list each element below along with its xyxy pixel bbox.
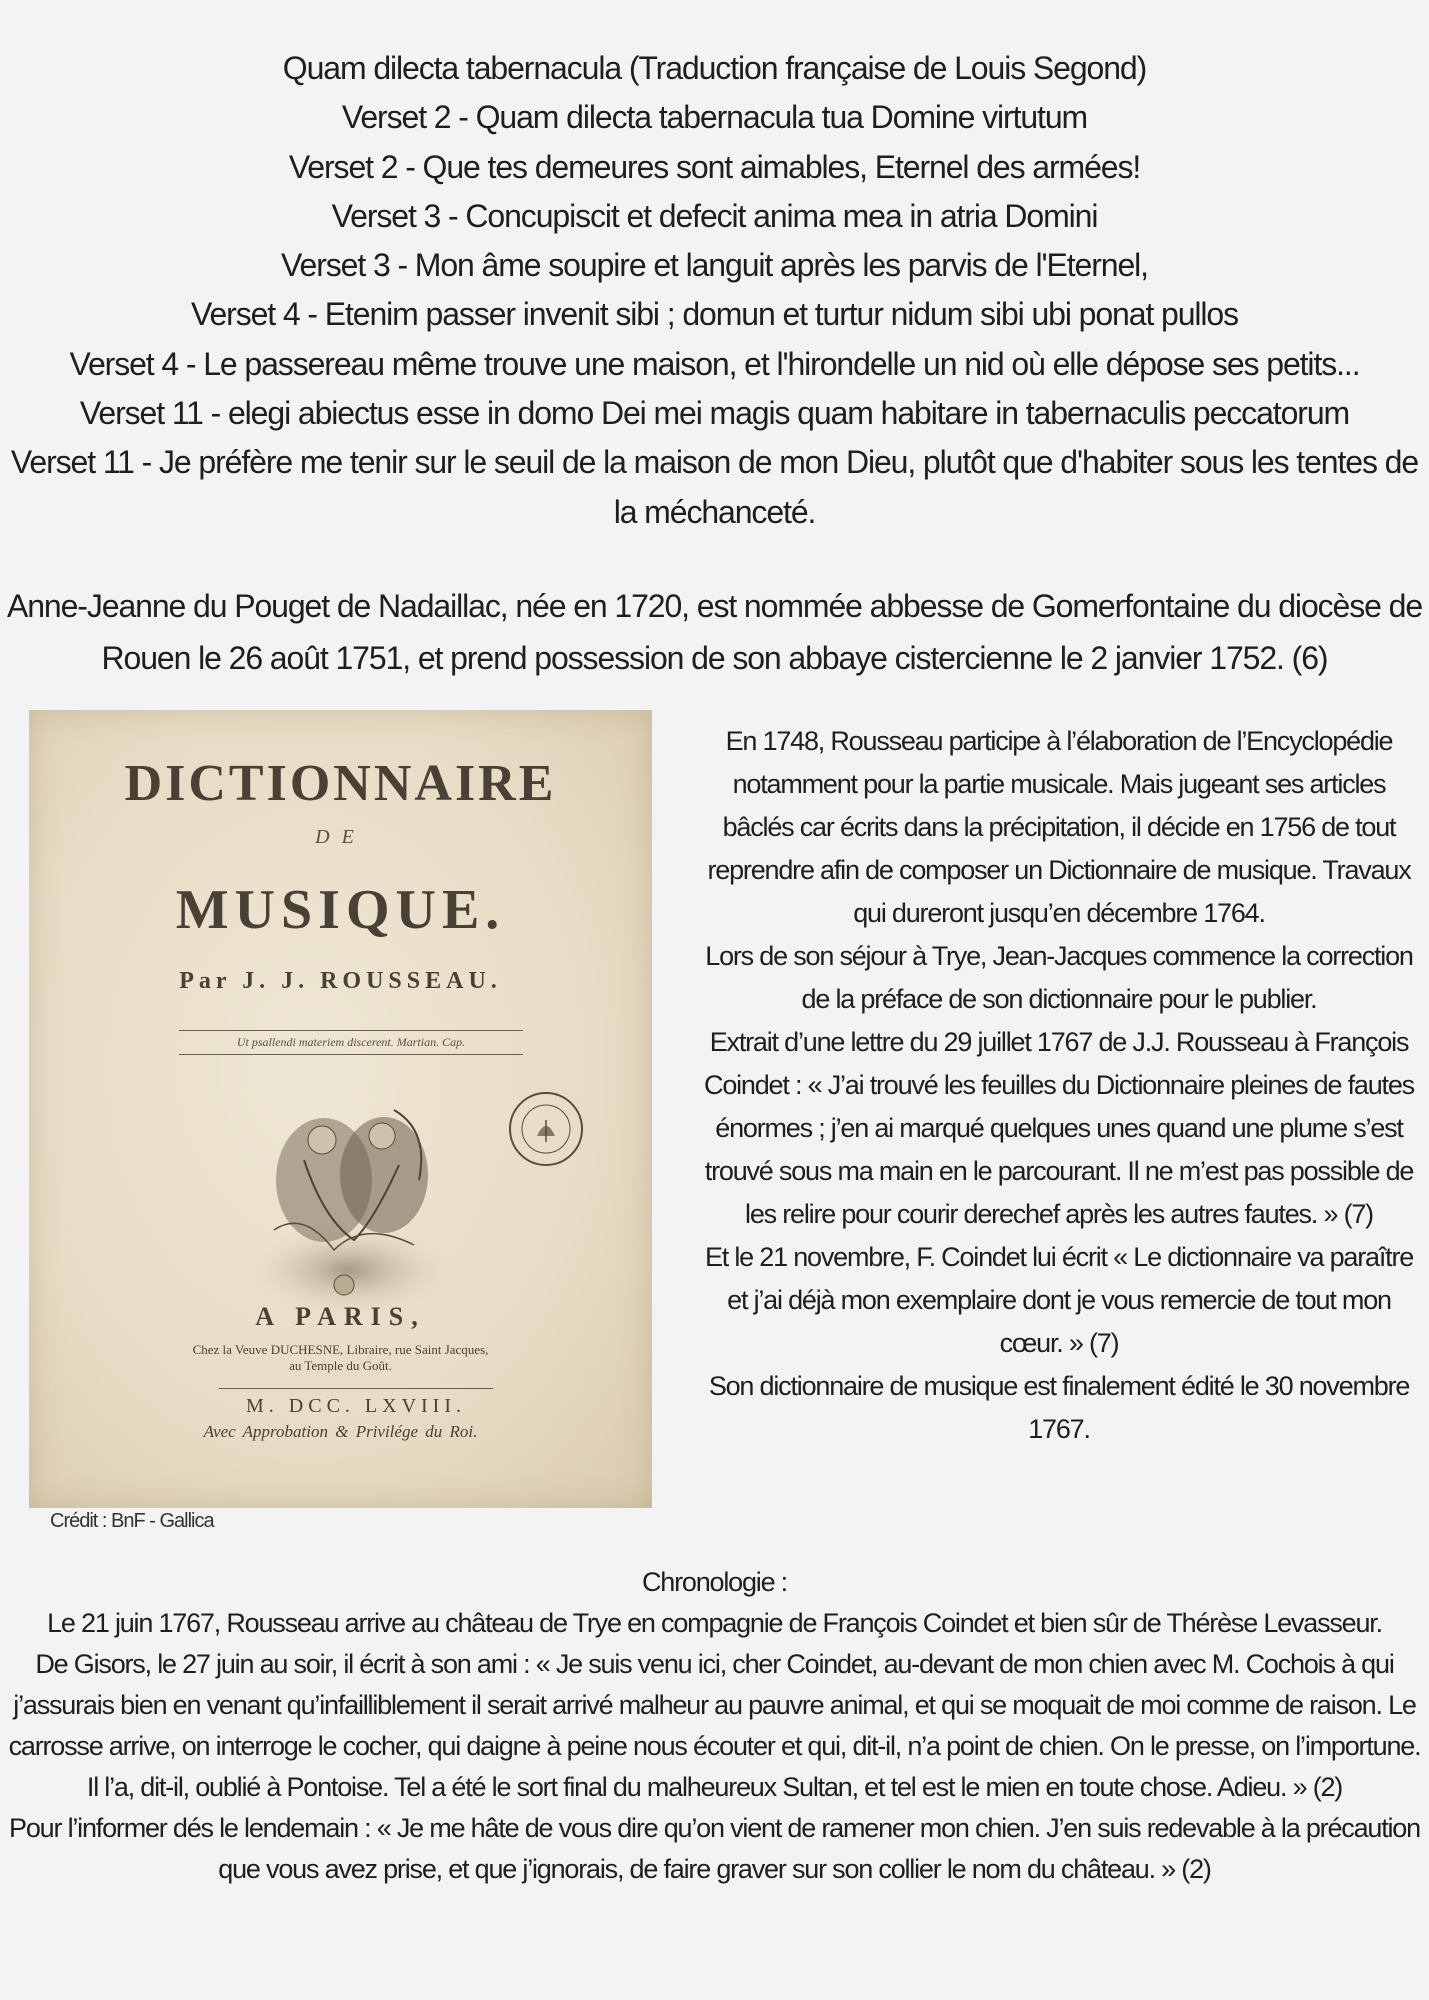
verse-line: Verset 4 - Le passereau même trouve une maison, et l'hirondelle un nid où elle dépose ses petits...	[69, 345, 1360, 382]
library-stamp	[507, 1090, 585, 1168]
paragraph: Et le 21 novembre, F. Coindet lui écrit « Le dictionnaire va paraître et j’ai déjà mon exemplaire dont je vous remercie de tout mon cœur. » (7)	[704, 1242, 1414, 1358]
engraving-vignette	[244, 1070, 454, 1320]
book-title-musique: MUSIQUE.	[175, 879, 506, 941]
verse-line: Verset 2 - Que tes demeures sont aimables, Eternel des armées!	[288, 148, 1141, 185]
paragraph: Pour l’informer dés le lendemain : « Je me hâte de vous dire qu’on vient de ramener mon chien. J’en suis redevable à la précaution que vous avez prise, et que j’ignorais, de faire graver sur son collier le nom du château. » (2)	[9, 1813, 1420, 1884]
book-author: Par J. J. ROUSSEAU.	[179, 968, 502, 994]
paragraph: Son dictionnaire de musique est finalement édité le 30 novembre 1767.	[708, 1371, 1410, 1444]
paragraph: De Gisors, le 27 juin au soir, il écrit à son ami : « Je suis venu ici, cher Coindet, au-devant de mon chien avec M. Cochois à qui j’assurais bien en venant qu’infailliblement il serait arrivé malheur au pauvre animal, et qui se moquait de moi comme de raison. Le carrosse arrive, on interroge le cocher, qui daigne à peine nous écouter et qui, dit-il, n’a point de chien. On le presse, on l’importune. Il l’a, dit-il, oublié à Pontoise. Tel a été le sort final du malheureux Sultan, et tel est le mien en toute chose. Adieu. » (2)	[8, 1649, 1421, 1802]
book-title-page-image	[29, 710, 652, 1508]
chronology-heading: Chronologie :	[641, 1567, 787, 1597]
verse-line: Verset 4 - Etenim passer invenit sibi ; domun et turtur nidum sibi ubi ponat pullos	[190, 296, 1239, 333]
paragraph: Lors de son séjour à Trye, Jean-Jacques commence la correction de la préface de son dictionnaire pour le publier.	[705, 941, 1413, 1014]
dictionary-text	[698, 720, 1420, 1451]
book-year: M. DCC. LXVIII.	[219, 1388, 493, 1418]
verse-line: Verset 3 - Concupiscit et defecit anima mea in atria Domini	[331, 197, 1098, 234]
book-publisher-line: Chez la Veuve DUCHESNE, Libraire, rue Saint Jacques,	[192, 1342, 489, 1357]
book-title: DICTIONNAIRE	[124, 755, 557, 812]
abbess-paragraph: Anne-Jeanne du Pouget de Nadaillac, née en 1720, est nommée abbesse de Gomerfontaine du diocèse de Rouen le 26 août 1751, et prend possession de son abbaye cistercienne le 2 janvier 1752. (6)	[6, 588, 1423, 676]
verse-line: Verset 11 - elegi abiectus esse in domo Dei mei magis quam habitare in tabernaculis peccatorum	[79, 395, 1350, 432]
chronology-section	[0, 1562, 1429, 1890]
book-publisher	[29, 1342, 652, 1374]
image-credit: Crédit : BnF - Gallica	[50, 1510, 214, 1532]
book-privilege: Avec Approbation & Privilége du Roi.	[203, 1422, 478, 1441]
psalm-verses	[0, 44, 1429, 537]
paragraph: En 1748, Rousseau participe à l’élaboration de l’Encyclopédie notamment pour la partie musicale. Mais jugeant ses articles bâclés car écrits dans la précipitation, il décide en 1756 de tout reprendre afin de composer un Dictionnaire de musique. Travaux qui dureront jusqu’en décembre 1764.	[707, 726, 1411, 928]
book-publisher-line: au Temple du Goût.	[289, 1358, 392, 1373]
book-epigraph: Ut psallendi materiem discerent. Martian. Cap.	[179, 1030, 523, 1055]
paragraph: Extrait d’une lettre du 29 juillet 1767 de J.J. Rousseau à François Coindet : « J’ai trouvé les feuilles du Dictionnaire pleines de fautes énormes ; j’en ai marqué quelques unes quand une plume s’est trouvé sous ma main en le parcourant. Il ne m’est pas possible de les relire pour courir derechef après les autres fautes. » (7)	[704, 1027, 1414, 1229]
verse-line: Verset 3 - Mon âme soupire et languit après les parvis de l'Eternel,	[281, 247, 1148, 284]
verse-line: Verset 11 - Je préfère me tenir sur le seuil de la maison de mon Dieu, plutôt que d'habiter sous les tentes de la méchanceté.	[10, 444, 1419, 530]
verse-line: Quam dilecta tabernacula (Traduction française de Louis Segond)	[282, 50, 1147, 86]
verse-line: Verset 2 - Quam dilecta tabernacula tua Domine virtutum	[341, 99, 1088, 136]
book-title-de: DE	[315, 826, 366, 848]
book-city: A PARIS,	[255, 1302, 426, 1331]
paragraph: Le 21 juin 1767, Rousseau arrive au château de Trye en compagnie de François Coindet et bien sûr de Thérèse Levasseur.	[47, 1608, 1382, 1638]
